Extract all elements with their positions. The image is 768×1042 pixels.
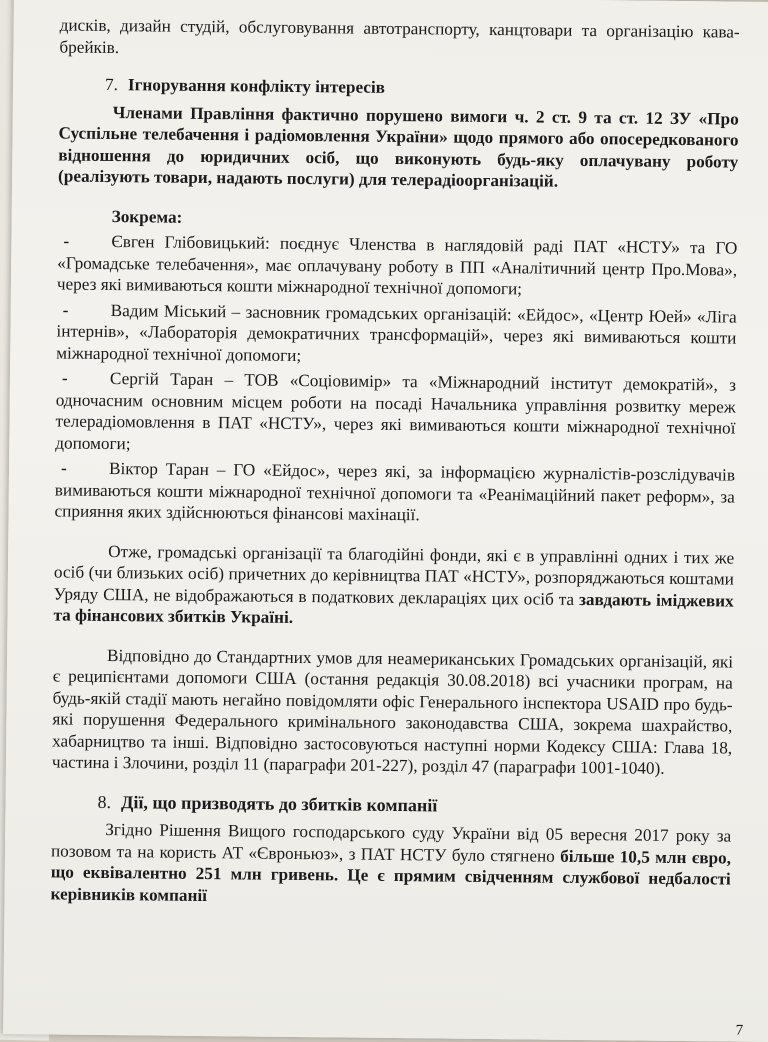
paragraph-otzhe-emphasis: завдають іміджевих та фінансових збитків Україні. bbox=[53, 589, 734, 627]
page-number: 7 bbox=[735, 1022, 744, 1039]
section-8-heading bbox=[97, 791, 731, 819]
paragraph-otzhe bbox=[53, 540, 734, 633]
section-8-text: Згідно Рішення Вищого господарського суду України від 05 вересня 2017 року за позовом та на користь АТ «Євроньюз», з ПАТ НСТУ було стягнено bbox=[50, 820, 732, 866]
bullet-text: Євген Глібовицький: поєднує Членства в наглядовій раді ПАТ «НСТУ» та ГО «Громадське телебачення», має оплачувану роботу в ПП «Аналітичний центр Про.Мова», через які вимиваються кошти міжнародної технічної допомоги; bbox=[56, 232, 738, 299]
section-8-emphasis: більше 10,5 млн євро, що еквівалентно 251 млн гривень. Це є прямим свідченням службової недбалості керівників компанії bbox=[50, 846, 732, 905]
bullet-dash: - bbox=[63, 231, 70, 251]
zokrema-heading: Зокрема: bbox=[111, 206, 183, 227]
bullet-dash: - bbox=[61, 368, 68, 388]
section-8-number: 8. bbox=[97, 791, 112, 812]
bullet-text: Віктор Таран – ГО «Ейдос», через які, за інформацією журналістів-розслідувачів вимиваються кошти міжнародної технічної допомоги та «Реанімаційний пакет реформ», за сприяння яких здійснюються фінансові махінації. bbox=[54, 459, 736, 525]
section-7-heading bbox=[105, 74, 739, 102]
bullet-text: Сергій Таран – ТОВ «Соціовимір» та «Міжнародний інститут демократій», з одночасним основним місцем роботи на посаді Начальника управління розвитку мереж телерадіомовлення в ПАТ «НСТУ», через які вимиваються кошти міжнародної технічної допомоги; bbox=[55, 369, 737, 453]
section-7-title: Ігнорування конфлікту інтересів bbox=[127, 75, 386, 97]
section-8-title: Дії, що призводять до збитків компанії bbox=[120, 791, 438, 815]
paragraph-otzhe-text: Отже, громадські організації та благодійні фонди, які є в управлінні одних і тих же осіб (чи близьких осіб) причетних до керівництва ПАТ «НСТУ», розпоряджаються коштами Уряду США, не відображаються в податкових деклараціях цих осіб та bbox=[53, 541, 735, 609]
top-continuation: дисків, дизайн студій, обслуговування автотранспорту, канцтовари та організацію кава-брейків. bbox=[59, 15, 740, 57]
section-7-paragraph: Членами Правління фактично порушено вимоги ч. 2 ст. 9 та ст. 12 ЗУ «Про Суспільне телебачення і радіомовлення України» щодо прямого або опосередкованого відношення до юридичних осіб, що виконують будь-яку оплачувану роботу (реалізують товари, надають послуги) для телерадіоорганізацій. bbox=[57, 102, 739, 191]
bullet-dash: - bbox=[60, 458, 67, 478]
paragraph-vidpovidno: Відповідно до Стандартних умов для неамериканських Громадських організацій, які є реципієнтами допомоги США (остання редакція 30.08.2018) всі учасники програм, на будь-якій стадії мають негайно повідомляти офіс Генерального інспектора USAID про будь-які порушення Федерального кримінального законодавства США, зокрема шахрайство, хабарництво та інші. Відповідно застосовуються наступні норми Кодексу США: Глава 18, частина і Злочини, розділ 11 (параграфи 201-227), розділ 47 (параграфи 1001-1040). bbox=[51, 645, 734, 778]
bullet-item bbox=[57, 230, 738, 302]
section-7-number: 7. bbox=[104, 74, 119, 95]
page-content bbox=[50, 14, 739, 911]
section-8-paragraph bbox=[50, 818, 731, 911]
bullet-text: Вадим Міський – засновник громадських організацій: «Ейдос», «Центр Юей» «Ліга інтернів», «Лабораторія демократичних трансформацій», через які вимиваються кошти міжнародної технічної допомоги; bbox=[56, 300, 737, 365]
bullet-item bbox=[54, 457, 735, 529]
bullet-item bbox=[56, 299, 737, 371]
bullet-dash: - bbox=[62, 300, 69, 320]
bullet-item bbox=[55, 367, 736, 460]
document-page bbox=[3, 0, 768, 1042]
